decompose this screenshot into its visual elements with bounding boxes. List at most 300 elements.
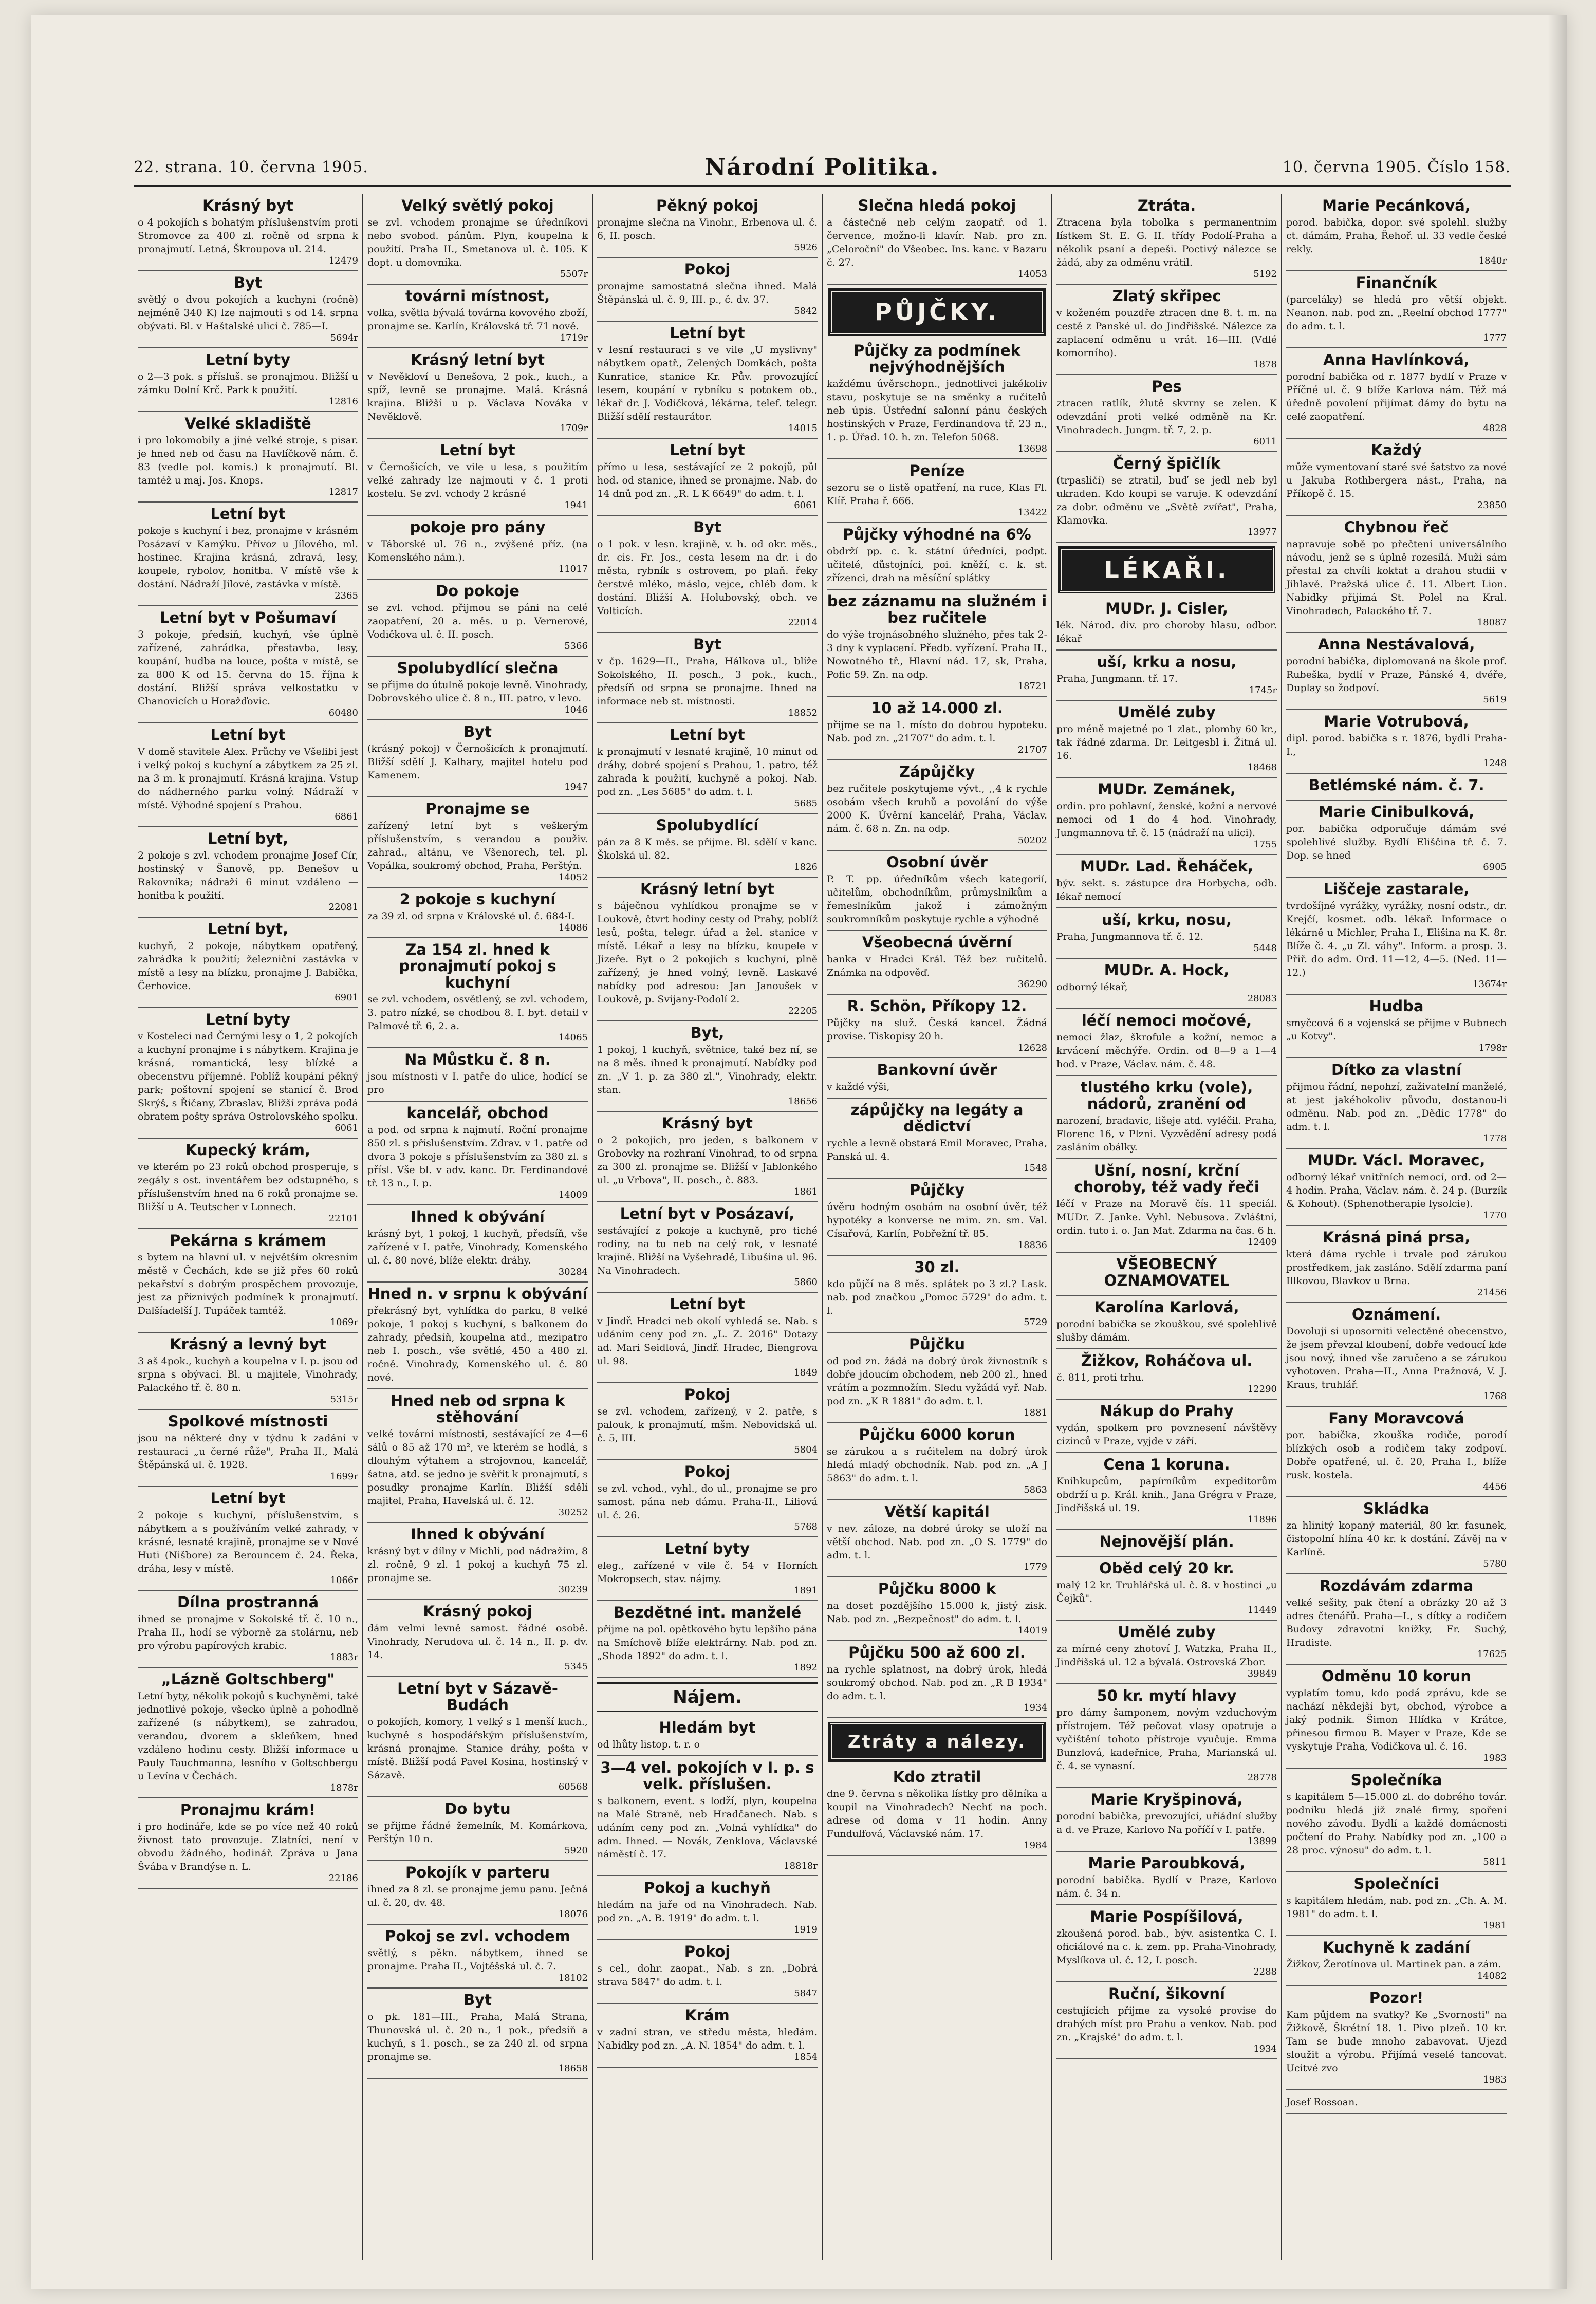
ad-number: 5685 (794, 798, 818, 809)
ad-title: MUDr. A. Hock, (1104, 961, 1230, 979)
ad-title: léčí nemoci močové, (1081, 1012, 1252, 1029)
ad-title: Finančník (1356, 274, 1437, 291)
ad-text: se zvl. vchodem, zařízený, v 2. patře, s palouk, k pronajmutí, mšm. Nebovidská ul. č. 5, III. (597, 1406, 818, 1444)
ad-title: MUDr. Václ. Moravec, (1307, 1151, 1486, 1169)
section-banner: Ztráty a nálezy. (830, 1723, 1044, 1760)
ad-text: (trpasličí) se ztratil, buď se jedl neb byl ukraden. Kdo koupi se varuje. K odevzdání za dobr. odměnu ve „Světě zvířat", Praha, Klamovka. (1056, 475, 1277, 526)
ad-title: Do bytu (444, 1800, 511, 1817)
classified-ad (827, 1423, 1047, 1500)
classified-ad (1056, 375, 1277, 452)
ad-text: krásný byt, 1 pokoj, 1 kuchyň, předsíň, vše zařízené v I. patře, Vinohrady, Komenského ul. č. 80 nové, blíže elektr. dráhy. (367, 1228, 588, 1266)
ad-number: 14086 (558, 922, 588, 933)
classified-ad (138, 1139, 358, 1229)
classified-ad (1286, 878, 1507, 995)
ad-number: 1883r (330, 1652, 358, 1663)
ad-number: 5345 (564, 1661, 588, 1672)
ad-title: MUDr. J. Cisler, (1105, 600, 1228, 617)
ad-text: se přijme do útulně pokoje levně. Vinohrady, Dobrovského ulice č. 8 n., III. patro, v levo. (367, 679, 588, 704)
classified-ad (367, 285, 588, 348)
ad-number: 2365 (335, 590, 358, 601)
ad-title: Skládka (1363, 1500, 1430, 1517)
classified-ad (1056, 1253, 1277, 1296)
ad-title: Rozdávám zdarma (1319, 1577, 1474, 1594)
ad-number: 1983 (1483, 2074, 1507, 2085)
ad-title: Letní byt v Pošumaví (159, 609, 337, 626)
ad-text: i pro lokomobily a jiné velké stroje, s pisar. je hned neb od času na Havlíčkově nám. č. 83 (vedle pol. komis.) k pronajmutí. Bl. tamtéž u maj. Jos. Knops. (138, 435, 358, 486)
ad-text: přijme na pol. opětkového bytu lepšího pána na Smíchově blíže elektrárny. Nab. pod zn. „Shoda 1892" do adm. t. l. (597, 1624, 818, 1662)
ad-text: se zárukou a s ručitelem na dobrý úrok hledá mladý obchodník. Nab. pod zn. „A J 5863" do adm. t. l. (827, 1446, 1047, 1484)
ad-number: 14019 (1017, 1625, 1047, 1636)
classified-ad (138, 1591, 358, 1668)
classified-ad (1286, 801, 1507, 878)
classified-ad (827, 1179, 1047, 1256)
classified-ad (597, 1112, 818, 1202)
ad-title: Umělé zuby (1118, 1623, 1216, 1641)
classified-ad (1286, 1497, 1507, 1574)
column-6 (1282, 194, 1511, 2260)
ad-text: P. T. pp. úředníkům všech kategorií, učitelům, obchodníkům, průmyslníkům a řemeslníkům jakož i zámožným soukromníkům poskytuje rychle a výhodně (827, 874, 1047, 925)
classified-ad (827, 1641, 1047, 1718)
ad-title: Letní byty (664, 1540, 750, 1557)
ad-text: pokoje s kuchyní i bez, pronajme v krásném Posázaví v Kamýku. Přívoz u Jílového, ml. hostinec. Krajina krásná, zdravá, lesy, koupele, rybolov, honitba. V místě vše k dostání. Nádraží Jílové, zastávka v místě. (138, 525, 358, 590)
classified-ad (1286, 2090, 1507, 2114)
ad-title: Marie Cinibulková, (1318, 803, 1475, 821)
ad-number: 1849 (794, 1367, 818, 1378)
ad-text: Ztracena byla tobolka s permanentním lístkem St. E. G. II. třídy Podolí-Praha a několik psaní a depeši. Poctivý nálezce se žádá, aby za odměnu vrátil. (1056, 217, 1277, 268)
ad-text: velké továrni místnosti, sestávající ze 4—6 sálů o 85 až 170 m², ve kterém se hodlá, s dlouhým výtahem a strojovnou, kancelář, šatna, atd. se jedno je svěřit k pronajmutí, s posudky pronajme Karlín. Bližší sdělí majitel, Praha, Havelská ul. č. 12. (367, 1428, 588, 1507)
ad-title: 50 kr. mytí hlavy (1097, 1687, 1237, 1704)
ad-number: 1983 (1483, 1753, 1507, 1763)
ad-number: 1778 (1483, 1133, 1507, 1144)
ad-number: 17625 (1477, 1649, 1507, 1660)
ad-title: Marie Pecánková, (1322, 197, 1471, 214)
ad-text: v Nevěkloví u Benešova, 2 pok., kuch., a spíž, levně se pronajme. Malá. Krásná krajina. Bližší u p. Václava Nováka v Nevěklově. (367, 371, 588, 422)
ad-text: obdrží pp. c. k. státní úředníci, podpt. učitelé, důstojníci, poi. kněží, c. k. st. zřízenci, drah na měsíční splátky (827, 546, 1047, 584)
classified-ad (367, 348, 588, 439)
classified-ad (597, 322, 818, 439)
ad-title: Krásný byt (662, 1114, 753, 1132)
ad-title: Marie Kryšpinová, (1090, 1791, 1243, 1808)
ad-title: VŠEOBECNÝ OZNAMOVATEL (1104, 1255, 1230, 1289)
classified-ad (367, 1861, 588, 1925)
ad-number: 18656 (788, 1096, 818, 1107)
classified-ad (1056, 651, 1277, 701)
classified-ad (1056, 1982, 1277, 2059)
ad-number: 22081 (328, 902, 358, 913)
classified-ad (827, 1099, 1047, 1179)
ad-number: 39849 (1247, 1668, 1277, 1679)
ad-number: 12479 (328, 255, 358, 266)
ad-title: Hudba (1369, 997, 1424, 1015)
ad-text: 2 pokoje s kuchyní, příslušenstvím, s nábytkem a s používáním velké zahrady, v krásné, lesnaté krajině, pronajme se v Nové Huti (Nišbore) za Berouncem č. 24. Řeka, dráha, lesy v místě. (138, 1510, 358, 1574)
ad-number: 18468 (1247, 762, 1277, 773)
ad-title: Krám (685, 2006, 730, 2024)
ad-number: 1878 (1253, 359, 1277, 370)
classified-ad (367, 1797, 588, 1861)
ad-number: 5780 (1483, 1558, 1507, 1569)
ad-number: 1548 (1024, 1163, 1047, 1174)
ad-title: Letní byt (210, 505, 286, 523)
classified-ad (597, 878, 818, 1021)
ad-title: Anna Havlínková, (1323, 351, 1470, 368)
ad-number: 30284 (558, 1267, 588, 1277)
ad-title: Spolubydlící slečna (397, 659, 559, 677)
newspaper-page (31, 15, 1567, 2289)
ad-title: Letní byt (670, 324, 745, 342)
classified-ad (1286, 995, 1507, 1058)
classified-ad (597, 1601, 818, 1678)
ad-title: „Lázně Goltschberg" (161, 1670, 335, 1688)
ad-text: kuchyň, 2 pokoje, nábytkem opatřený, zahrádka k použití; železniční zastávka v místě a lesy na blízku, pronajme J. Babička, Čerhovice. (138, 940, 358, 992)
classified-ad (1056, 908, 1277, 959)
classified-ad (827, 590, 1047, 697)
classified-ad (1056, 1400, 1277, 1453)
classified-ad (1056, 1076, 1277, 1159)
ad-number: 2288 (1253, 1966, 1277, 1977)
ad-number: 4456 (1483, 1481, 1507, 1492)
ad-title: Pokoj se zvl. vchodem (385, 1927, 570, 1945)
ad-title: Hned n. v srpnu k obývání (367, 1285, 588, 1303)
ad-title: Karolína Karlová, (1094, 1298, 1239, 1316)
ad-number: 5768 (794, 1521, 818, 1532)
ad-text: cestujících přijme za vysoké provise do drahých míst pro Prahu a venkov. Nab. pod zn. „Krajské" do adm. t. l. (1056, 2005, 1277, 2043)
ad-title: Velký světlý pokoj (401, 197, 554, 214)
ad-text: (parceláky) se hledá pro větší objekt. Neanon. nab. pod zn. „Reelní obchod 1777" do adm. t. l. (1286, 294, 1507, 332)
classified-ad (597, 258, 818, 322)
ad-text: v nev. záloze, na dobré úroky se uloží na větší obchod. Nab. pod zn. „O S. 1779" do adm. t. l. (827, 1523, 1047, 1561)
ad-title: Byt (693, 636, 721, 653)
ad-text: 2 pokoje s zvl. vchodem pronajme Josef Cír, hostinský v Šanově, pp. Benešov u Rakovníka; nádraží 6 minut vzdáleno — honitba k použití. (138, 850, 358, 901)
ad-title: R. Schön, Příkopy 12. (847, 997, 1027, 1015)
ad-text: zkoušená porod. bab., býv. asistentka C. I. oficiálové na c. k. zem. pp. Praha-Vinohrady, Myslíkova ul. č. 12, I. posch. (1056, 1928, 1277, 1966)
ad-text: Kam půjdem na svatky? Ke „Svornosti" na Žižkově, Škrétní 18. 1. Pivo plzeň. 10 kr. Tam se bude mnoho zabavovat. Ujezd sloužit a výrobu. Přijímá veselé tancovat. Ucitvé zvo (1286, 2009, 1507, 2074)
ad-title: Černý špičlík (1112, 455, 1221, 472)
ad-title: Krásná piná prsa, (1322, 1229, 1471, 1246)
classified-ad (1056, 1905, 1277, 1982)
ad-text: od lhůty listop. t. r. o (597, 1739, 700, 1750)
ad-text: dipl. porod. babička s r. 1876, bydlí Praha-I., (1286, 733, 1507, 757)
classified-ad (138, 194, 358, 271)
ad-text: lék. Národ. div. pro choroby hlasu, odbor. lékař (1056, 620, 1277, 644)
ad-title: Všeobecná úvěrní (862, 934, 1012, 951)
classified-ad (597, 439, 818, 516)
classified-ad (827, 459, 1047, 523)
classified-ad (367, 1925, 588, 1989)
classified-ad (367, 1048, 588, 1102)
ad-title: Peníze (909, 462, 965, 479)
classified-ad (1286, 774, 1507, 801)
ad-number: 22205 (788, 1006, 818, 1016)
ad-number: 1840r (1478, 255, 1507, 266)
classified-ad (367, 516, 588, 580)
ad-text: v čp. 1629—II., Praha, Hálkova ul., blíže Sokolského, II. posch., 3 pok., kuch., předsíň od srpna se pronajme. Ihned na informace neb st. místnosti. (597, 656, 818, 707)
newspaper-title: Národní Politika. (704, 154, 940, 180)
ad-text: pronajme samostatná slečna ihned. Malá Štěpánská ul. č. 9, III. p., č. dv. 37. (597, 281, 818, 305)
classified-ad (1286, 271, 1507, 348)
classified-ad (138, 503, 358, 606)
ad-title: Velké skladiště (184, 415, 311, 432)
ad-number: 30252 (558, 1507, 588, 1518)
ad-title: Pěkný pokoj (656, 197, 758, 214)
column-1 (134, 194, 363, 2260)
ad-number: 21707 (1017, 745, 1047, 755)
ad-text: dám velmi levně samost. řádné osobě. Vinohrady, Nerudova ul. č. 14 n., II. p. dv. 14. (367, 1623, 588, 1661)
ad-text: v Kosteleci nad Černými lesy o 1, 2 pokojích a kuchyní pronajme i s nábytkem. Krajina je krásná, romantická, lesy blízké a obecenstvu příjemné. Poblíž koupání pěkný park; poštovní spojení se stanicí č. Brod Skrýš, s Řičany, Zbraslav, Bližší zpráva podá obratem pošty správa Ostrolovského spolku. (138, 1031, 358, 1122)
ad-title: Půjčky za podmínek nejvýhodnějších (853, 342, 1021, 376)
ad-text: odborný lékař vnitřních nemocí, ord. od 2—4 hodin. Praha, Václav. nám. č. 24 p. (Burzík & Kohout). (Sphenotherapie lysolcie). (1286, 1172, 1507, 1210)
classified-ad (1286, 1872, 1507, 1936)
ad-title: Letní byt (670, 1295, 745, 1313)
ad-text: s cel., dohr. zaopat., Nab. s zn. „Dobrá strava 5847" do adm. t. l. (597, 1963, 818, 1987)
ad-text: porodní babička od r. 1877 bydlí v Praze v Příčné ul. č. 9 blíže Karlova nám. Též má úředně povolení přijímat dámy do bytu na celé zaopatření. (1286, 371, 1507, 422)
ad-title: Byt, (690, 1024, 725, 1042)
classified-ad (367, 1283, 588, 1389)
ad-title: Pozor! (1369, 1989, 1424, 2006)
ad-title: Cena 1 koruna. (1103, 1456, 1230, 1473)
classified-ad (138, 348, 358, 412)
ad-title: Každý (1371, 441, 1422, 459)
ad-number: 13899 (1247, 1836, 1277, 1847)
classified-ad (1286, 1226, 1507, 1303)
ad-text: ordin. pro pohlavní, ženské, kožní a nervové nemoci od 1 do 4 hod. Vinohrady, Jungmannova tř. č. 15 (nádraží na ulici). (1056, 801, 1277, 839)
ad-title: Půjčku (909, 1335, 965, 1353)
classified-ad (1056, 1684, 1277, 1788)
ad-title: Bezdětné int. manželé (613, 1604, 802, 1621)
ad-number: 5860 (794, 1277, 818, 1288)
classified-ad (597, 1716, 818, 1756)
ad-text: za mírné ceny zhotoví J. Watzka, Praha II., Jindřišská ul. 12 a bývalá. Ostrovská Zbor. (1056, 1643, 1277, 1668)
classified-ad (367, 1389, 588, 1523)
classified-ad (1286, 1986, 1507, 2090)
ad-text: za 39 zl. od srpna v Královské ul. č. 684-I. (367, 911, 575, 922)
ad-title: uší, krku, nosu, (1101, 911, 1232, 928)
ad-number: 1941 (564, 500, 588, 511)
ad-title: Krásný pokoj (423, 1603, 532, 1620)
ad-number: 21456 (1477, 1287, 1507, 1298)
ad-number: 1779 (1024, 1562, 1047, 1572)
ad-text: porodní babička, prevozující, uříádní služby a d. ve Praze, Karlovo Na poříčí v I. patře. (1056, 1811, 1277, 1835)
classified-ad (1286, 1936, 1507, 1986)
ad-title: Pokoj (684, 1386, 731, 1403)
ad-text: bez ručitele poskytujeme vývt., ,,4 k rychle osobám všech kruhů a povolání do výše 2000 K. Úvěrní kancelář, Praha, Václav. nám. č. 68 n. Zn. na odp. (827, 783, 1047, 834)
ad-text: přijmou řádní, nepohzí, zaživatelní manželé, at jest jakéhokoliv původu, dostanou-li odměnu. Nab. pod zn. „Dědic 1778" do adm. t. l. (1286, 1081, 1507, 1132)
ad-text: se zvl. vchodem, osvětlený, se zvl. vchodem, 3. patro nízké, se chodbou 8. I. byt. detail v Palmové tř. 6, 2. a. (367, 994, 588, 1032)
classified-ad (827, 995, 1047, 1058)
ad-text: krásný byt v dílny v Michli, pod nádražím, 8 zl. ročně, 9 zl. 1 pokoj a kuchyň 75 zl. pronajme se. (367, 1546, 588, 1584)
ad-text: Knihkupcům, papírníkům expeditorům obdrží u p. Král. knih., Jana Grégra v Praze, Jindřišská ul. 19. (1056, 1476, 1277, 1514)
classified-ad (827, 1058, 1047, 1099)
ad-title: Oběd celý 20 kr. (1099, 1559, 1234, 1577)
ad-title: Betlémské nám. č. 7. (1308, 776, 1484, 794)
classified-ad (1286, 1058, 1507, 1149)
ad-number: 5192 (1253, 269, 1277, 280)
ad-number: 22014 (788, 617, 818, 628)
classified-ad (138, 918, 358, 1008)
classified-ad (1056, 959, 1277, 1009)
ad-number: 60568 (558, 1781, 588, 1792)
ad-number: 18102 (558, 1973, 588, 1983)
ad-title: pokoje pro pány (410, 518, 546, 536)
ad-text: o 4 pokojích s bohatým příslušenstvím proti Stromovce za 400 zl. ročně od srpna k pronajmutí. Letná, Škroupova ul. 214. (138, 217, 358, 255)
ad-title: Pokoj (684, 1463, 731, 1480)
ad-number: 1248 (1483, 758, 1507, 769)
ad-text: překrásný byt, vyhlídka do parku, 8 velké pokoje, 1 pokoj s kuchyní, s balkonem do zahrady, předsíň, koupelna atd., mezipatro neb I. posch., vše světlé, 450 a 480 zl. ročně. Vinohrady, Komenského ul. č. 80 nové. (367, 1305, 588, 1383)
ad-number: 28778 (1247, 1772, 1277, 1783)
classified-ad (597, 1756, 818, 1876)
ad-number: 1947 (564, 782, 588, 792)
ad-text: banka v Hradci Král. Též bez ručitelů. Známka na odpověď. (827, 954, 1047, 978)
ad-text: úvěru hodným osobám na osobní úvěr, též hypotéky a konverse ne mim. zn. sm. Val. Císařová, Karlín, Pobřežní tř. 85. (827, 1201, 1047, 1239)
ad-number: 1798r (1478, 1043, 1507, 1053)
ad-text: rychle a levně obstará Emil Moravec, Praha, Panská ul. 4. (827, 1138, 1047, 1162)
ad-number: 1755 (1253, 839, 1277, 850)
ad-text: 1 pokoj, 1 kuchyň, světnice, také bez ní, se na 8 měs. ihned k pronajmutí. Nabídky pod zn. „V 1. p. za 380 zl.", Vinohrady, elektr. stan. (597, 1044, 818, 1095)
ad-number: 4828 (1483, 423, 1507, 434)
ad-title: Společníci (1353, 1875, 1439, 1892)
ad-text: pro dámy šamponem, novým vzduchovým přístrojem. Též pečovat vlasy opatruje a vyčištění tohoto přístroje vyučuje. Emma Bunzlová, kadeřnice, Praha, Marianská ul. č. 4. se vynasní. (1056, 1707, 1277, 1772)
ad-text: tvrdošíjné vyrážky, vyrážky, nosní odstr., dr. Krejčí, kosmet. odb. lékař. Informace o lékárně u Michler, Praha I., Elišina na K. 8r. Blíže č. 4. „u Zl. váhy". Inform. a prosp. 3. Přiř. do adm. Ord. 11—12, 4—5. (Ned. 11—12.) (1286, 900, 1507, 978)
ad-number: 1878r (330, 1782, 358, 1793)
classified-ad (1286, 194, 1507, 271)
ad-text: porodní babička. Bydlí v Praze, Karlovo nám. č. 34 n. (1056, 1874, 1277, 1899)
ad-title: Letní byt (210, 726, 286, 744)
classified-ad (367, 1600, 588, 1677)
classified-ad (597, 1940, 818, 2004)
ad-number: 18658 (558, 2063, 588, 2074)
ad-title: Krásný letní byt (640, 880, 774, 898)
ad-number: 5507r (560, 269, 588, 280)
ad-title: Letní byt (210, 1490, 286, 1507)
ad-title: Marie Pospíšilová, (1090, 1908, 1244, 1925)
classified-ad (367, 580, 588, 657)
ad-number: 1984 (1024, 1840, 1047, 1851)
ad-text: Praha, Jungmannova tř. č. 12. (1056, 931, 1204, 942)
ad-title: Pekárna s krámem (169, 1232, 326, 1249)
ad-number: 18721 (1017, 681, 1047, 692)
ad-number: 1066r (330, 1575, 358, 1586)
ad-title: uší, krku a nosu, (1097, 653, 1237, 671)
classified-ad (597, 723, 818, 814)
ad-number: 1919 (794, 1924, 818, 1935)
column-2 (363, 194, 593, 2260)
ad-title: Kdo ztratil (893, 1768, 981, 1786)
classified-ad (1056, 1296, 1277, 1349)
ad-number: 1046 (564, 704, 588, 715)
ad-title: Byt (463, 1991, 492, 2009)
ad-title: Pokoj a kuchyň (644, 1879, 771, 1897)
ad-number: 11017 (558, 564, 588, 574)
ad-title: Chybnou řeč (1344, 518, 1449, 536)
ad-title: Letní byty (205, 351, 291, 368)
classified-ad (1056, 1530, 1277, 1557)
ad-title: Hned neb od srpna k stěhování (390, 1392, 565, 1426)
ad-title: Odměnu 10 korun (1321, 1667, 1472, 1685)
ad-title: Půjčky výhodné na 6% (843, 526, 1031, 543)
ad-text: v Černošicích, ve vile u lesa, s použitím velké zahrady lze najmouti v č. 1 proti kostelu. Se zvl. vchody 2 krásné (367, 461, 588, 499)
classified-ad (827, 194, 1047, 285)
ad-title: Hledám byt (659, 1719, 756, 1736)
ad-title: Na Můstku č. 8 n. (404, 1051, 551, 1068)
ad-number: 14065 (558, 1032, 588, 1043)
classified-ad (1286, 1149, 1507, 1226)
ad-title: Letní byt (670, 726, 745, 744)
ad-number: 18076 (558, 1909, 588, 1920)
classified-ad (367, 1205, 588, 1283)
ad-number: 6011 (1253, 436, 1277, 447)
classified-ad (367, 194, 588, 285)
classified-ad (1286, 1574, 1507, 1665)
ad-title: Ihned k obývání (411, 1526, 545, 1543)
ad-text: pronajme slečna na Vinohr., Erbenova ul. č. 6, II. posch. (597, 217, 818, 241)
ad-title: Anna Nestávalová, (1317, 636, 1475, 653)
ad-text: ihned za 8 zl. se pronajme jemu panu. Ječná ul. č. 20, dv. 48. (367, 1884, 588, 1908)
ad-title: Krásný letní byt (411, 351, 545, 368)
section-banner: PŮJČKY. (830, 290, 1044, 334)
ad-title: Půjčku 6000 korun (859, 1426, 1015, 1443)
ad-number: 13977 (1247, 527, 1277, 537)
classified-ad (138, 1333, 358, 1410)
ad-text: se zvl. vchod., vyhl., do ul., pronajme se pro samost. pána neb dámu. Praha-II., Liliová ul. č. 26. (597, 1483, 818, 1521)
classified-ad (827, 1256, 1047, 1333)
classified-ad (827, 760, 1047, 851)
classified-ad (597, 194, 818, 258)
ad-number: 1768 (1483, 1391, 1507, 1402)
ad-title: Ihned k obývání (411, 1208, 545, 1225)
ad-title: Půjčku 500 až 600 zl. (848, 1644, 1026, 1661)
page-date-left: 22. strana. 10. června 1905. (134, 158, 368, 176)
ad-text: o 2 pokojích, pro jeden, s balkonem v Grobovky na rozhraní Vinohrad, to od srpna za 300 zl. pronajme se. Bližší v Jablonkého ul. „u Vrbova", II. posch., č. 883. (597, 1135, 818, 1186)
ad-title: MUDr. Zemánek, (1098, 781, 1236, 798)
ad-text: ztracen ratlík, žlutě skvrny se zelen. K odevzdání proti velké odměně na Kr. Vinohradech. Jungm. tř. 7, 2. p. (1056, 398, 1277, 436)
ad-title: Osobní úvěr (886, 853, 988, 871)
classified-ad (827, 931, 1047, 995)
ad-number: 22101 (328, 1213, 358, 1224)
ad-number: 6901 (335, 992, 358, 1003)
classified-ad (138, 606, 358, 723)
ad-title: Letní byt v Sázavě-Budách (397, 1680, 558, 1714)
classified-ad (1286, 1769, 1507, 1872)
ad-text: nemoci žlaz, škrofule a kožní, nemoc a krvácení měchýře. Ordin. od 8—9 a 1—4 hod. v Praze, Václav. nám. č. 48. (1056, 1032, 1277, 1070)
classified-ad (1056, 285, 1277, 375)
classified-ad (1056, 452, 1277, 543)
ad-text: léčí v Praze na Moravě čís. 11 speciál. MUDr. Z. Janke. Vyhl. Nebusova. Zvláštní, ordin. tuto i. o. Jan Mat. Zdarma na čas. 6 h. (1056, 1198, 1277, 1236)
ad-text: V domě stavitele Alex. Průchy ve Všelibi jest i velký pokoj s kuchyní a zábytkem za 25 zl. na 3 m. k pronajmutí. Krásná krajina. Vstup do nádherného parku volný. Nádraží v místě. Výhodné spojení s Prahou. (138, 746, 358, 811)
ad-number: 1934 (1253, 2043, 1277, 2054)
ad-title: Pes (1152, 378, 1182, 395)
ad-text: za hlinitý kopaný materiál, 80 kr. fasunek, čistopolní hlína 40 kr. k dostání. Závěj na v Karlíně. (1286, 1520, 1507, 1558)
classified-ad (827, 1333, 1047, 1423)
ad-number: 28083 (1247, 993, 1277, 1004)
classified-ad (367, 439, 588, 516)
ad-title: 3—4 vel. pokojích v I. p. s velk. příslušen. (600, 1759, 814, 1793)
section-banner: LÉKAŘI. (1060, 548, 1274, 592)
ad-title: Do pokoje (436, 582, 519, 600)
ad-number: 5920 (564, 1845, 588, 1856)
ad-text: Dovoluji si uposorniti velectěné obecenstvo, že jsem převzal kloubení, dobře vedoucí kde jsou nový, ihned vše zaručeno a se zárukou vyhotoven. Praha—II., Anna Pražnová, V. J. Kraus, truhlář. (1286, 1326, 1507, 1390)
ad-title: Nákup do Prahy (1100, 1402, 1234, 1420)
ad-text: od pod zn. žádá na dobrý úrok živnostník s dobře jdoucím obchodem, neb 200 zl., hned vrátím a pozmnožím. Sledu vyžádá vyř. Nab. pod zn. „K R 1881" do adm. t. l. (827, 1355, 1047, 1407)
ad-number: 13674r (1473, 979, 1507, 990)
ad-number: 6061 (335, 1123, 358, 1134)
ad-title: Krásný byt (202, 197, 293, 214)
classified-ad (1286, 516, 1507, 633)
classified-ad (1056, 597, 1277, 651)
ad-number: 14052 (558, 872, 588, 883)
ad-text: o pokojích, komory, 1 velký s 1 menší kuch., kuchyně s hospodářským příslušenstvím, krásná pronajme. Stanice dráhy, pošta v místě. Bližší podá Pavel Kosina, hostinský v Sázavě. (367, 1716, 588, 1781)
ad-text: i pro hodináře, kde se po více než 40 roků živnost tato provozuje. Zlatníci, není v obvodu žádného, hodinář. Zpráva u Jana Švába v Brandýse n. L. (138, 1821, 358, 1872)
ad-title: Zlatý skřipec (1112, 287, 1221, 305)
ad-number: 12290 (1247, 1384, 1277, 1395)
